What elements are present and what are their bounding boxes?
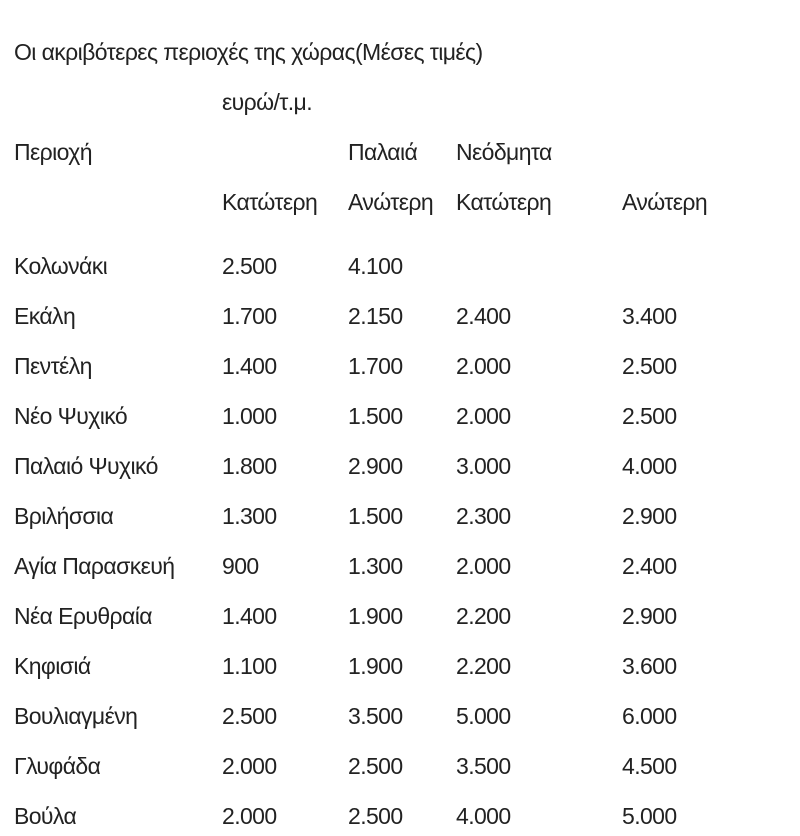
old-low-cell: 1.400 [222, 353, 277, 379]
region-cell: Νέα Ερυθραία [14, 603, 152, 629]
region-cell: Παλαιό Ψυχικό [14, 453, 158, 479]
new-high-cell: 6.000 [622, 703, 677, 729]
new-low-cell: 2.400 [456, 303, 511, 329]
old-low-cell: 900 [222, 553, 259, 579]
region-cell: Γλυφάδα [14, 753, 101, 779]
old-high-cell: 1.500 [348, 503, 403, 529]
new-high-cell: 4.500 [622, 753, 677, 779]
new-low-cell: 2.000 [456, 403, 511, 429]
new-high-cell: 4.000 [622, 453, 677, 479]
header-new-high: Ανώτερη [622, 189, 708, 215]
header-old-high: Ανώτερη [348, 189, 434, 215]
old-high-cell: 1.300 [348, 553, 403, 579]
new-low-cell: 2.200 [456, 603, 511, 629]
new-low-cell: 2.200 [456, 653, 511, 679]
new-high-cell: 3.400 [622, 303, 677, 329]
table-title: Οι ακριβότερες περιοχές της χώρας(Μέσες τιμές) [14, 39, 483, 65]
region-cell: Αγία Παρασκευή [14, 553, 175, 579]
region-cell: Βούλα [14, 803, 77, 829]
region-cell: Κηφισιά [14, 653, 91, 679]
old-high-cell: 2.500 [348, 803, 403, 829]
unit-label: ευρώ/τ.μ. [222, 89, 312, 115]
old-high-cell: 4.100 [348, 253, 403, 279]
region-cell: Πεντέλη [14, 353, 92, 379]
region-cell: Βουλιαγμένη [14, 703, 138, 729]
old-high-cell: 1.500 [348, 403, 403, 429]
new-low-cell: 2.300 [456, 503, 511, 529]
old-low-cell: 1.000 [222, 403, 277, 429]
old-high-cell: 2.900 [348, 453, 403, 479]
old-high-cell: 1.700 [348, 353, 403, 379]
new-high-cell: 3.600 [622, 653, 677, 679]
old-high-cell: 2.500 [348, 753, 403, 779]
new-high-cell: 2.400 [622, 553, 677, 579]
old-low-cell: 1.700 [222, 303, 277, 329]
old-low-cell: 2.500 [222, 703, 277, 729]
header-new-low: Κατώτερη [456, 189, 552, 215]
new-low-cell: 3.500 [456, 753, 511, 779]
old-high-cell: 3.500 [348, 703, 403, 729]
new-high-cell: 2.900 [622, 503, 677, 529]
header-old-low: Κατώτερη [222, 189, 318, 215]
new-low-cell: 5.000 [456, 703, 511, 729]
old-high-cell: 2.150 [348, 303, 403, 329]
new-low-cell: 2.000 [456, 553, 511, 579]
region-cell: Νέο Ψυχικό [14, 403, 128, 429]
header-new: Νεόδμητα [456, 139, 552, 165]
old-high-cell: 1.900 [348, 653, 403, 679]
new-high-cell: 2.500 [622, 353, 677, 379]
old-low-cell: 2.500 [222, 253, 277, 279]
region-cell: Βριλήσσια [14, 503, 114, 529]
new-low-cell: 4.000 [456, 803, 511, 829]
header-region: Περιοχή [14, 139, 92, 165]
old-low-cell: 2.000 [222, 803, 277, 829]
new-high-cell: 2.500 [622, 403, 677, 429]
region-cell: Εκάλη [14, 303, 76, 329]
header-old: Παλαιά [348, 139, 418, 165]
region-cell: Κολωνάκι [14, 253, 108, 279]
old-high-cell: 1.900 [348, 603, 403, 629]
old-low-cell: 2.000 [222, 753, 277, 779]
new-high-cell: 5.000 [622, 803, 677, 829]
old-low-cell: 1.800 [222, 453, 277, 479]
new-high-cell: 2.900 [622, 603, 677, 629]
old-low-cell: 1.100 [222, 653, 277, 679]
new-low-cell: 3.000 [456, 453, 511, 479]
old-low-cell: 1.400 [222, 603, 277, 629]
new-low-cell: 2.000 [456, 353, 511, 379]
old-low-cell: 1.300 [222, 503, 277, 529]
